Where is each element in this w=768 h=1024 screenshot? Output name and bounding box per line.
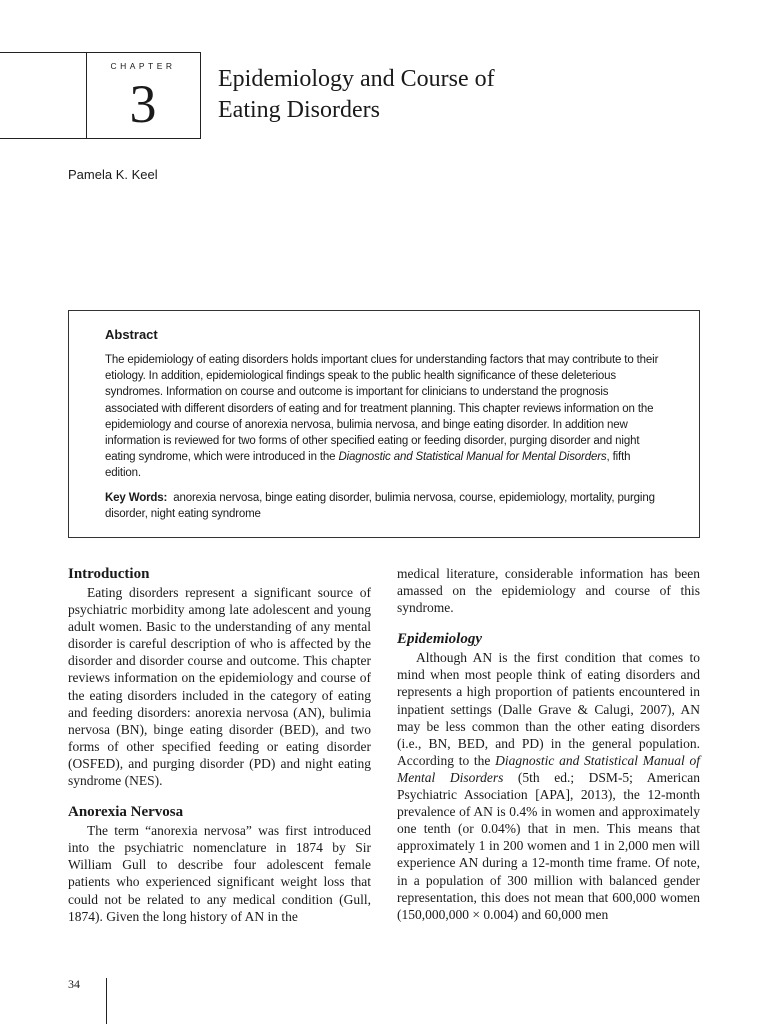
chapter-box-top-rule: [0, 52, 200, 53]
introduction-paragraph: Eating disorders represent a significant source of psychiatric morbidity among late adolescent and young adult women. Basic to the understanding of any mental disorder is careful description of who is affected by the disorder and disorder course and outcome. This chapter reviews information on the epidemiology and course of the eating disorders included in the category of eating and feeding disorders: anorexia nervosa (AN), bulimia nervosa (BN), binge eating disorder (BED), and two forms of other specified feeding or eating disorder (OSFED), and purging disorder (PD) and night eating syndrome (NES).: [68, 585, 371, 789]
epidemiology-paragraph: [397, 649, 700, 923]
abstract-text-end: , fifth edition.: [105, 451, 631, 480]
abstract-heading: Abstract: [105, 327, 158, 342]
abstract-text-main: The epidemiology of eating disorders holds important clues for understanding factors that may contribute to their etiology. In addition, epidemiological findings speak to the public health significance of these deleterious syndromes. Information on course and outcome is important for clinicians to understand the prognosis associated with different disorders of eating and for treatment planning. This chapter reviews information on the epidemiology and course of anorexia nervosa, bulimia nervosa, and binge eating disorder. In addition new information is reviewed for two forms of other specified eating or feeding disorder, purging disorder and night eating syndrome, which were introduced in the: [105, 354, 659, 464]
chapter-title-line-1: Epidemiology and Course of: [218, 66, 495, 92]
right-column: [397, 565, 700, 923]
keywords-label: Key Words:: [105, 491, 168, 504]
anorexia-nervosa-heading: Anorexia Nervosa: [68, 804, 184, 821]
epidemiology-text-1: Although AN is the first condition that comes to mind when most people think of eating disorders and represents a high proportion of patients encountered in inpatient settings (Dalle Grave & Calugi, 2007), AN may be less common than the other eating disorders (i.e., BN, BED, and PD) in the general population. According to the: [397, 650, 700, 768]
keywords-list: anorexia nervosa, binge eating disorder, bulimia nervosa, course, epidemiology, mortality, purging disorder, night eating syndrome: [105, 491, 655, 520]
footer-rule: [106, 978, 107, 1024]
left-column: [68, 565, 371, 925]
epidemiology-heading: Epidemiology: [397, 631, 482, 648]
introduction-heading: Introduction: [68, 566, 150, 582]
abstract-text: [105, 352, 663, 482]
page-number: 34: [68, 977, 80, 991]
chapter-title-line-2: Eating Disorders: [218, 97, 380, 123]
epidemiology-text-italic: Diagnostic and Statistical Manual of Mental Disorders: [397, 752, 700, 785]
abstract-box: [68, 310, 700, 538]
chapter-box-bottom-rule: [0, 138, 200, 139]
author-name: Pamela K. Keel: [68, 167, 158, 182]
continued-paragraph: medical literature, considerable information has been amassed on the epidemiology and course of this syndrome.: [397, 566, 700, 616]
chapter-title: [218, 64, 638, 126]
chapter-label: CHAPTER: [110, 61, 176, 71]
chapter-box-right-rule: [200, 52, 201, 139]
anorexia-nervosa-paragraph: The term “anorexia nervosa” was first introduced into the psychiatric nomenclature in 1874 by Sir William Gull to describe four adolescent female patients who experienced significant weight loss that could not be related to any medical condition (Gull, 1874). Given the long history of AN in the: [68, 823, 371, 924]
abstract-text-italic: Diagnostic and Statistical Manual for Mental Disorders: [338, 451, 607, 464]
chapter-number: 3: [129, 74, 157, 134]
epidemiology-text-2: (5th ed.; DSM-5; American Psychiatric Association [APA], 2013), the 12-month prevalence of AN is 0.4% in women and approximately one tenth (or 0.04%) that in men. This means that approximately 1 in 200 women and 1 in 2,000 men will experience AN during a 12-month time frame. Of note, in a population of 300 million with balanced gender representation, this does not mean that 600,000 women (150,000,000 × 0.004) and 60,000 men: [397, 769, 700, 922]
abstract-keywords: [105, 490, 663, 522]
